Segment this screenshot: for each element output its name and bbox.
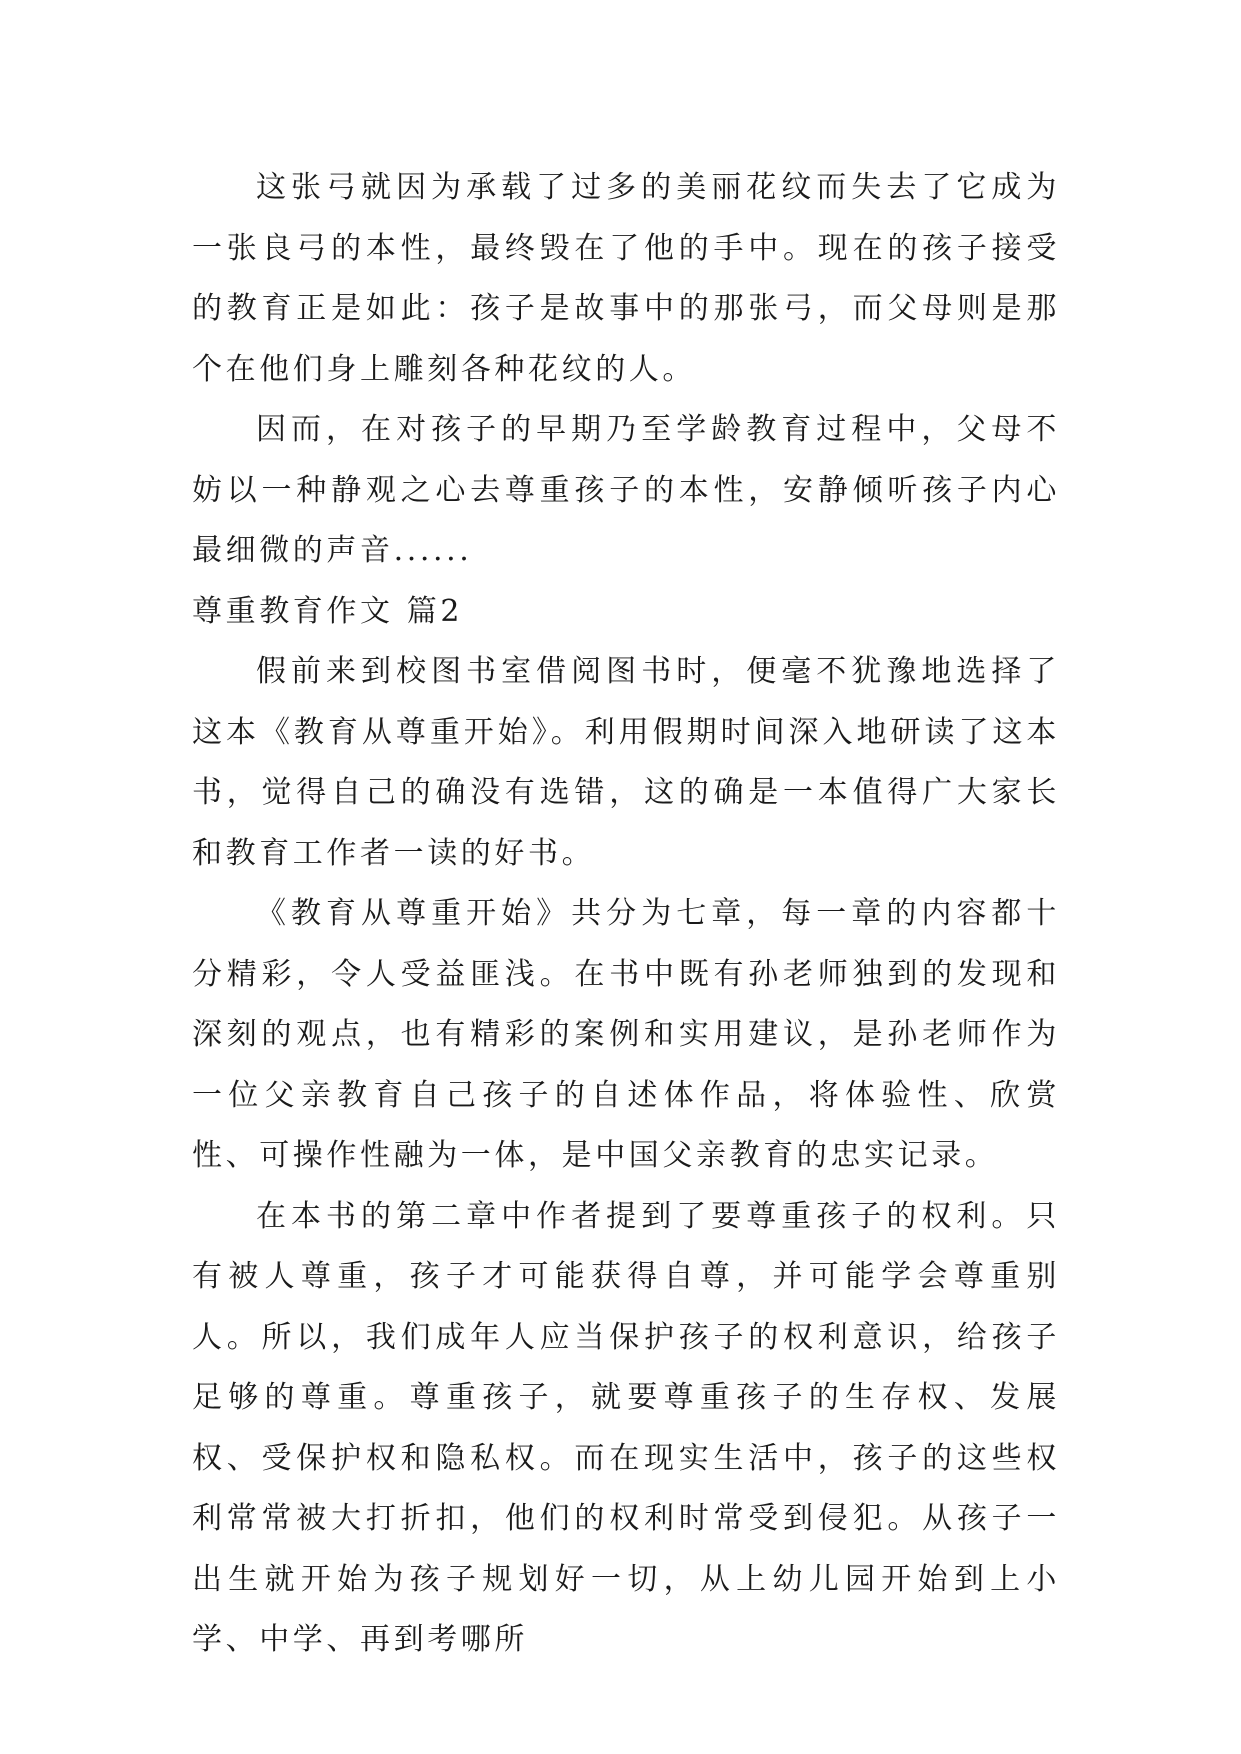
paragraph: 这张弓就因为承载了过多的美丽花纹而失去了它成为一张良弓的本性，最终毁在了他的手中。现在的孩子接受的教育正是如此：孩子是故事中的那张弓，而父母则是那个在他们身上雕刻各种花纹的人。 [192,170,1060,387]
paragraph: 假前来到校图书室借阅图书时，便毫不犹豫地选择了这本《教育从尊重开始》。利用假期时间深入地研读了这本书，觉得自己的确没有选错，这的确是一本值得广大家长和教育工作者一读的好书。 [192,654,1060,871]
paragraph: 因而，在对孩子的早期乃至学龄教育过程中，父母不妨以一种静观之心去尊重孩子的本性，安静倾听孩子内心最细微的声音...... [192,412,1060,568]
document-body [192,158,1060,1671]
paragraph: 《教育从尊重开始》共分为七章，每一章的内容都十分精彩，令人受益匪浅。在书中既有孙老师独到的发现和深刻的观点，也有精彩的案例和实用建议，是孙老师作为一位父亲教育自己孩子的自述体作品，将体验性、欣赏性、可操作性融为一体，是中国父亲教育的忠实记录。 [192,896,1060,1173]
section-heading: 尊重教育作文 篇2 [192,593,464,629]
paragraph: 在本书的第二章中作者提到了要尊重孩子的权利。只有被人尊重，孩子才可能获得自尊，并可能学会尊重别人。所以，我们成年人应当保护孩子的权利意识，给孩子足够的尊重。尊重孩子，就要尊重孩子的生存权、发展权、受保护权和隐私权。而在现实生活中，孩子的这些权利常常被大打折扣，他们的权利时常受到侵犯。从孩子一出生就开始为孩子规划好一切，从上幼儿园开始到上小学、中学、再到考哪所 [192,1198,1060,1657]
